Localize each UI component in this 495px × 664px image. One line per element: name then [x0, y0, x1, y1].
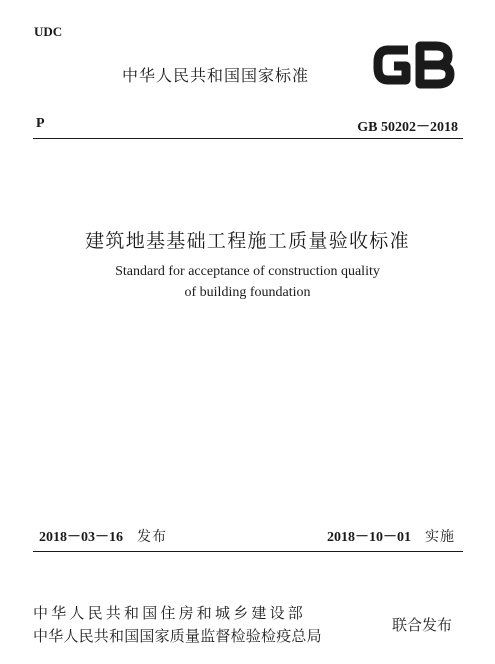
gb-logo: [370, 38, 458, 92]
effective-date-value: 2018－10－01: [327, 530, 411, 545]
effective-date: [327, 526, 455, 546]
gb-logo-text: GB: [414, 89, 418, 91]
national-standard-label: 中华人民共和国国家标准: [122, 66, 310, 85]
joint-release-label: 联合发布: [392, 616, 453, 634]
title-chinese: 建筑地基基础工程施工质量验收标准: [85, 230, 410, 252]
issue-date: [39, 526, 167, 546]
issuer-ministry-housing: 中华人民共和国住房和城乡建设部: [33, 604, 307, 622]
title-english-line1: Standard for acceptance of construction quality: [115, 264, 380, 279]
issue-date-value: 2018－03－16: [39, 530, 123, 545]
issue-word: 发布: [137, 529, 167, 545]
standard-code: GB 50202－2018: [357, 120, 458, 135]
effective-word: 实施: [425, 529, 455, 545]
issuer-quality-administration: 中华人民共和国国家质量监督检验检疫总局: [33, 627, 322, 645]
title-english-line2: of building foundation: [184, 285, 311, 300]
udc-label: UDC: [34, 24, 63, 39]
header-divider: [33, 138, 463, 139]
footer-divider: [33, 551, 463, 552]
category-code: P: [36, 116, 45, 131]
